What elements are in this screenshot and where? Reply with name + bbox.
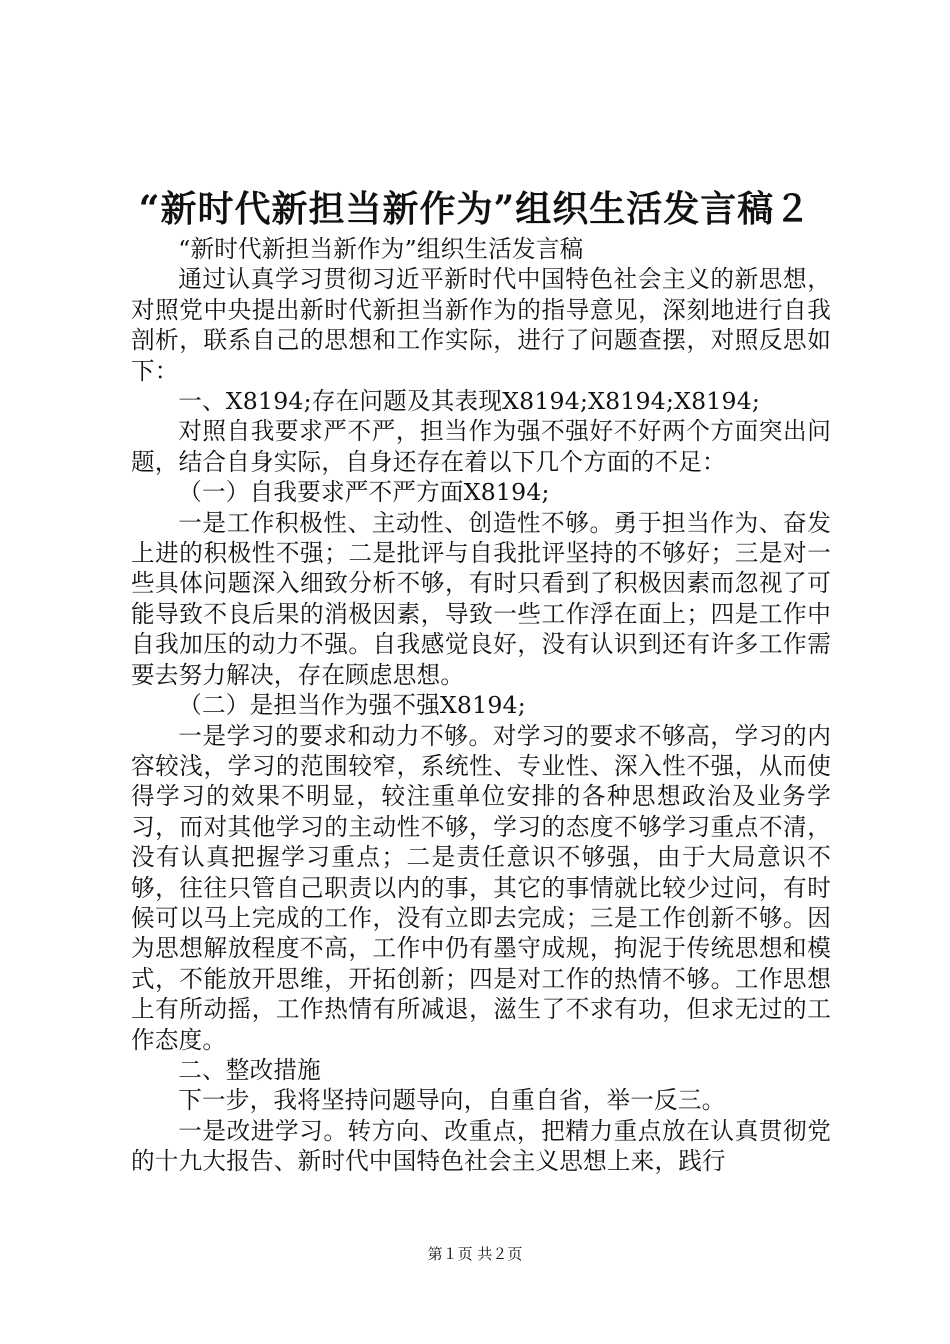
section-heading-problems: 一、X8194;存在问题及其表现X8194;X8194;X8194; xyxy=(178,387,761,416)
document-title: “新时代新担当新作为”组织生活发言稿２ xyxy=(138,188,812,230)
subsection-heading-self-requirements: （一）自我要求严不严方面X8194; xyxy=(178,478,550,507)
paragraph-intro: 通过认真学习贯彻习近平新时代中国特色社会主义的新思想，对照党中央提出新时代新担当新作为的指导意见，深刻地进行自我剖析，联系自己的思想和工作实际，进行了问题查摆，对照反思如下： xyxy=(131,265,831,385)
paragraph-improve-study: 一是改进学习。转方向、改重点，把精力重点放在认真贯彻党的十九大报告、新时代中国特色社会主义思想上来，践行 xyxy=(131,1116,831,1176)
paragraph-next-steps: 下一步，我将坚持问题导向，自重自省，举一反三。 xyxy=(178,1086,726,1115)
paragraph-responsibility: 一是学习的要求和动力不够。对学习的要求不够高，学习的内容较浅，学习的范围较窄，系统性、专业性、深入性不强，从而使得学习的效果不明显，较注重单位安排的各种思想政治及业务学习，而对其他学习的主动性不够，学习的态度不够学习重点不清，没有认真把握学习重点；二是责任意识不够强，由于大局意识不够，往往只管自己职责以内的事，其它的事情就比较少过问，有时候可以马上完成的工作，没有立即去完成；三是工作创新不够。因为思想解放程度不高，工作中仍有墨守成规，拘泥于传统思想和模式，不能放开思维，开拓创新；四是对工作的热情不够。工作思想上有所动摇，工作热情有所减退，滋生了不求有功，但求无过的工作态度。 xyxy=(131,721,831,1054)
paragraph-problems-overview: 对照自我要求严不严，担当作为强不强好不好两个方面突出问题，结合自身实际，自身还存在着以下几个方面的不足： xyxy=(131,417,831,476)
subsection-heading-responsibility: （二）是担当作为强不强X8194; xyxy=(178,691,526,720)
paragraph-self-requirements: 一是工作积极性、主动性、创造性不够。勇于担当作为、奋发上进的积极性不强；二是批评与自我批评坚持的不够好；三是对一些具体问题深入细致分析不够，有时只看到了积极因素而忽视了可能导致不良后果的消极因素，导致一些工作浮在面上；四是工作中自我加压的动力不强。自我感觉良好，没有认识到还有许多工作需要去努力解决，存在顾虑思想。 xyxy=(131,508,831,689)
section-heading-rectification: 二、整改措施 xyxy=(178,1055,321,1084)
page-footer: 第１页 共２页 xyxy=(427,1245,523,1263)
paragraph-subtitle: “新时代新担当新作为”组织生活发言稿 xyxy=(178,235,584,263)
document-body xyxy=(131,234,831,1177)
